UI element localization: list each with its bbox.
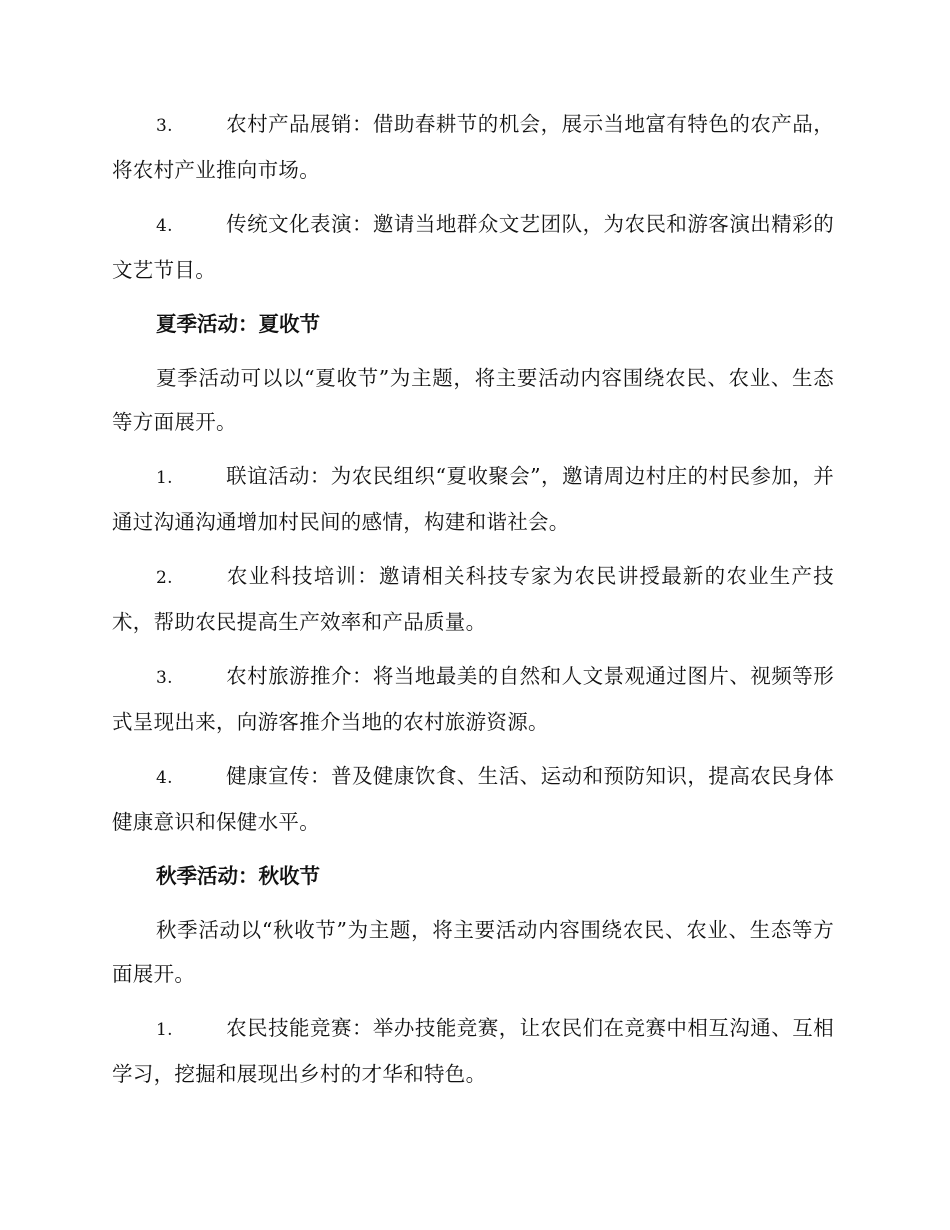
list-item (112, 102, 834, 192)
list-item-text: 健康宣传：普及健康饮食、生活、运动和预防知识，提高农民身体健康意识和保健水平。 (112, 764, 834, 834)
list-item-text: 农业科技培训：邀请相关科技专家为农民讲授最新的农业生产技术，帮助农民提高生产效率和产品质量。 (112, 564, 834, 634)
list-item-text: 传统文化表演：邀请当地群众文艺团队，为农民和游客演出精彩的文艺节目。 (112, 212, 834, 282)
list-item (112, 1006, 834, 1096)
section-heading-summer: 夏季活动：夏收节 (156, 312, 320, 336)
document-body (112, 102, 834, 1106)
summer-intro-paragraph: 夏季活动可以以“夏收节”为主题，将主要活动内容围绕农民、农业、生态等方面展开。 (112, 366, 834, 434)
list-number: 4. (156, 216, 173, 236)
list-item (112, 202, 834, 292)
list-number: 3. (156, 116, 173, 136)
list-number: 1. (156, 1020, 173, 1040)
list-item (112, 654, 834, 744)
section-heading-autumn: 秋季活动：秋收节 (156, 864, 320, 888)
list-number: 3. (156, 668, 173, 688)
list-item (112, 754, 834, 844)
list-number: 1. (156, 468, 173, 488)
autumn-intro-paragraph: 秋季活动以“秋收节”为主题，将主要活动内容围绕农民、农业、生态等方面展开。 (112, 918, 834, 986)
list-item-text: 联谊活动：为农民组织“夏收聚会”，邀请周边村庄的村民参加，并通过沟通沟通增加村民间的感情，构建和谐社会。 (112, 464, 834, 534)
list-item-text: 农村旅游推介：将当地最美的自然和人文景观通过图片、视频等形式呈现出来，向游客推介当地的农村旅游资源。 (112, 664, 834, 734)
list-number: 2. (156, 568, 173, 588)
list-item-text: 农村产品展销：借助春耕节的机会，展示当地富有特色的农产品，将农村产业推向市场。 (112, 112, 834, 182)
list-item (112, 454, 834, 544)
list-item-text: 农民技能竞赛：举办技能竞赛，让农民们在竞赛中相互沟通、互相学习，挖掘和展现出乡村的才华和特色。 (112, 1016, 834, 1086)
list-number: 4. (156, 768, 173, 788)
list-item (112, 554, 834, 644)
